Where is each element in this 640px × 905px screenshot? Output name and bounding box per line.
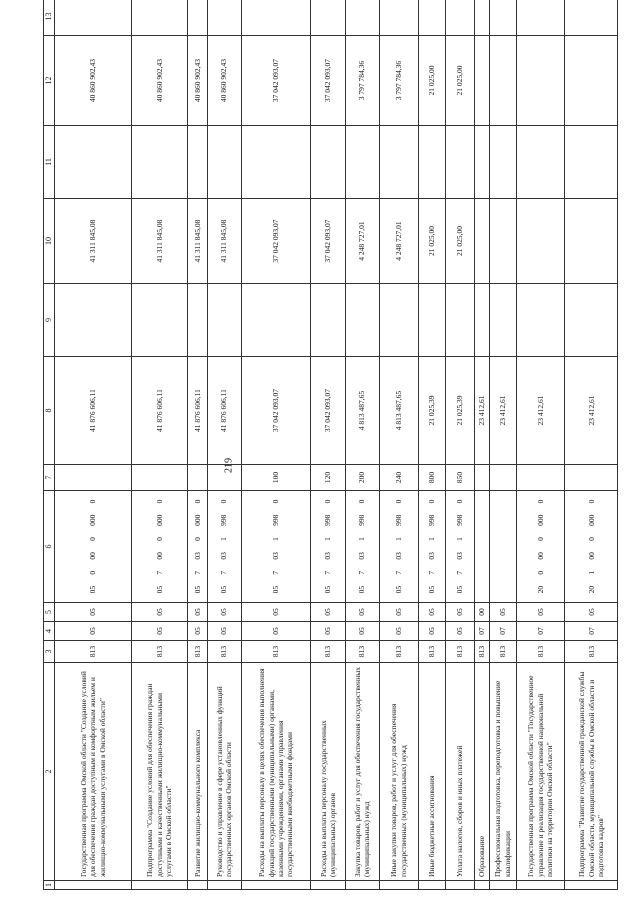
cell-c8: 37 042 093,07: [241, 357, 311, 465]
cell-c6: [241, 491, 311, 603]
cell-c8: 4 813 487,65: [345, 357, 379, 465]
cell-c10: 41 311 845,08: [188, 199, 208, 284]
table-row: [490, 0, 517, 890]
cell-c8: 23 412,61: [565, 357, 618, 465]
cell-c3: 813: [445, 641, 474, 663]
code-part: 0: [535, 499, 545, 504]
cell-c9: [207, 284, 241, 357]
cell-c3: 813: [55, 641, 132, 663]
code-part: 00: [586, 552, 596, 560]
cell-c7: 100: [241, 465, 311, 491]
cell-c1: [516, 881, 565, 890]
code-part: 0: [271, 499, 281, 504]
cell-c1: [445, 881, 474, 890]
cell-c7: 240: [379, 465, 418, 491]
code-part: 0: [192, 499, 202, 504]
code-part: 1: [323, 537, 333, 541]
cell-c1: [345, 881, 379, 890]
cell-c8: 41 876 606,11: [207, 357, 241, 465]
row-name-cell: Образование: [474, 663, 489, 881]
row-name-cell: Уплата налогов, сборов и иных платежей: [445, 663, 474, 881]
code-part: 000: [535, 514, 545, 526]
code-part: 0: [323, 499, 333, 504]
cell-c5: 05: [188, 603, 208, 622]
cell-c12: [565, 36, 618, 126]
table-row: [418, 0, 445, 890]
code-part: 7: [192, 570, 202, 575]
cell-c12: 3 797 784,36: [379, 36, 418, 126]
cell-c3: 813: [418, 641, 445, 663]
cell-c8: 21 025,39: [418, 357, 445, 465]
cell-c5: 05: [565, 603, 618, 622]
column-number-12: 12: [44, 36, 55, 126]
cell-c5: 05: [241, 603, 311, 622]
cell-c11: [445, 126, 474, 199]
cell-c13: [345, 0, 379, 36]
cell-c11: [379, 126, 418, 199]
table-row: [311, 0, 345, 890]
code-part: 1: [426, 537, 436, 541]
cell-c13: [445, 0, 474, 36]
code-part: 00: [88, 552, 98, 560]
cell-c4: 05: [207, 622, 241, 641]
cell-c7: [516, 465, 565, 491]
cell-c1: [379, 881, 418, 890]
cell-c1: [241, 881, 311, 890]
cell-c1: [418, 881, 445, 890]
cell-c9: [55, 284, 132, 357]
column-number-10: 10: [44, 199, 55, 284]
cell-c1: [311, 881, 345, 890]
cell-c13: [379, 0, 418, 36]
code-part: 0: [535, 537, 545, 541]
code-part: 0: [88, 570, 98, 575]
code-part: 03: [426, 552, 436, 560]
cell-c3: 813: [490, 641, 517, 663]
cell-c6: [418, 491, 445, 603]
cell-c6: [188, 491, 208, 603]
cell-c4: 05: [55, 622, 132, 641]
cell-c10: [565, 199, 618, 284]
cell-c7: 850: [445, 465, 474, 491]
cell-c8: 4 813 487,65: [379, 357, 418, 465]
cell-c11: [565, 126, 618, 199]
code-part: 7: [455, 570, 465, 575]
cell-c12: 40 860 902,43: [131, 36, 187, 126]
cell-c13: [188, 0, 208, 36]
row-name-cell: Профессиональная подготовка, переподготовка и повышение квалификации: [490, 663, 517, 881]
cell-c7: [131, 465, 187, 491]
code-part: 000: [88, 514, 98, 526]
cell-c5: 05: [55, 603, 132, 622]
column-number-5: 5: [44, 603, 55, 622]
cell-c11: [311, 126, 345, 199]
cell-c8: 21 025,39: [445, 357, 474, 465]
code-part: 7: [219, 570, 229, 575]
cell-c12: 21 025,00: [445, 36, 474, 126]
cell-c8: 23 412,61: [490, 357, 517, 465]
cell-c10: 4 248 727,01: [379, 199, 418, 284]
code-part: 00: [535, 552, 545, 560]
cell-c4: 05: [311, 622, 345, 641]
cell-c3: 813: [131, 641, 187, 663]
code-part: 7: [357, 570, 367, 575]
cell-c9: [345, 284, 379, 357]
cell-c11: [131, 126, 187, 199]
code-part: 7: [426, 570, 436, 575]
cell-c5: 05: [379, 603, 418, 622]
code-part: 0: [586, 537, 596, 541]
code-part: 05: [219, 585, 229, 594]
code-part: 000: [154, 514, 164, 526]
cell-c9: [311, 284, 345, 357]
cell-c13: [55, 0, 132, 36]
code-part: 0: [154, 537, 164, 541]
table-row: [379, 0, 418, 890]
cell-c12: [490, 36, 517, 126]
cell-c1: [131, 881, 187, 890]
cell-c10: 21 025,00: [418, 199, 445, 284]
code-part: 000: [586, 514, 596, 526]
cell-c11: [418, 126, 445, 199]
code-part: 03: [323, 552, 333, 560]
cell-c8: 23 412,61: [474, 357, 489, 465]
cell-c12: 40 860 902,43: [207, 36, 241, 126]
cell-c10: 41 311 845,08: [55, 199, 132, 284]
cell-c3: 813: [188, 641, 208, 663]
cell-c7: [474, 465, 489, 491]
cell-c13: [490, 0, 517, 36]
cell-c4: 07: [516, 622, 565, 641]
cell-c11: [516, 126, 565, 199]
column-number-3: 3: [44, 641, 55, 663]
cell-c7: [565, 465, 618, 491]
row-name-cell: Иные бюджетные ассигнования: [418, 663, 445, 881]
cell-c6: [474, 491, 489, 603]
cell-c5: 05: [311, 603, 345, 622]
cell-c10: 37 042 093,07: [311, 199, 345, 284]
cell-c10: 41 311 845,08: [131, 199, 187, 284]
cell-c11: [188, 126, 208, 199]
code-part: 0: [357, 499, 367, 504]
column-number-9: 9: [44, 284, 55, 357]
column-number-7: 7: [44, 465, 55, 491]
cell-c11: [490, 126, 517, 199]
table-row: [445, 0, 474, 890]
cell-c11: [55, 126, 132, 199]
budget-table-rotated: [43, 12, 618, 890]
cell-c4: 07: [490, 622, 517, 641]
cell-c10: 21 025,00: [445, 199, 474, 284]
cell-c9: [418, 284, 445, 357]
column-number-4: 4: [44, 622, 55, 641]
code-part: 7: [394, 570, 404, 575]
cell-c9: [445, 284, 474, 357]
table-row: [345, 0, 379, 890]
code-part: 05: [88, 585, 98, 594]
cell-c13: [418, 0, 445, 36]
code-part: 03: [455, 552, 465, 560]
code-part: 0: [455, 499, 465, 504]
cell-c8: 41 876 606,11: [131, 357, 187, 465]
row-name-cell: Подпрограмма "Создание условий для обеспечения граждан доступными и качественными жилищно-коммунальными услугами в Омской области": [131, 663, 187, 881]
code-part: 998: [271, 514, 281, 526]
cell-c6: [55, 491, 132, 603]
cell-c13: [207, 0, 241, 36]
cell-c6: [445, 491, 474, 603]
code-part: 998: [394, 514, 404, 526]
cell-c5: 05: [516, 603, 565, 622]
cell-c4: 05: [188, 622, 208, 641]
cell-c11: [241, 126, 311, 199]
code-part: 998: [357, 514, 367, 526]
cell-c1: [565, 881, 618, 890]
cell-c1: [474, 881, 489, 890]
cell-c5: 00: [474, 603, 489, 622]
cell-c7: [207, 465, 241, 491]
row-name-cell: Государственная программа Омской области "Создание условий для обеспечения граждан доступным и комфортным жильем и жилищно-коммунальными услугами в Омской области": [55, 663, 132, 881]
code-part: 0: [394, 499, 404, 504]
budget-table: [43, 0, 618, 890]
code-part: 05: [323, 585, 333, 594]
row-name-cell: Расходы на выплаты персоналу в целях обеспечения выполнения функций государственными (муниципальными) органами, казенными учреждениями, органами управления государственными внебюджетными фондами: [241, 663, 311, 881]
table-row: [474, 0, 489, 890]
code-part: 05: [271, 585, 281, 594]
cell-c4: 05: [345, 622, 379, 641]
cell-c7: [490, 465, 517, 491]
cell-c6: [490, 491, 517, 603]
code-part: 05: [154, 585, 164, 594]
cell-c10: [516, 199, 565, 284]
cell-c7: 800: [418, 465, 445, 491]
code-part: 03: [357, 552, 367, 560]
cell-c12: 40 860 902,43: [188, 36, 208, 126]
code-part: 03: [394, 552, 404, 560]
cell-c5: 05: [131, 603, 187, 622]
cell-c5: 05: [490, 603, 517, 622]
cell-c1: [490, 881, 517, 890]
row-name-cell: Иные закупки товаров, работ и услуг для обеспечения государственных (муниципальных) нужд: [379, 663, 418, 881]
table-row: [131, 0, 187, 890]
cell-c11: [207, 126, 241, 199]
cell-c8: 37 042 093,07: [311, 357, 345, 465]
cell-c10: 4 248 727,01: [345, 199, 379, 284]
cell-c4: 05: [379, 622, 418, 641]
code-part: 1: [455, 537, 465, 541]
column-number-13: 13: [44, 0, 55, 36]
cell-c13: [131, 0, 187, 36]
table-row: [207, 0, 241, 890]
code-part: 0: [154, 499, 164, 504]
code-part: 1: [271, 537, 281, 541]
cell-c5: 05: [207, 603, 241, 622]
cell-c12: 40 860 902,43: [55, 36, 132, 126]
column-number-1: 1: [44, 881, 55, 890]
code-part: 0: [535, 570, 545, 575]
cell-c7: 200: [345, 465, 379, 491]
cell-c8: 23 412,61: [516, 357, 565, 465]
cell-c10: 37 042 093,07: [241, 199, 311, 284]
code-part: 998: [219, 514, 229, 526]
cell-c1: [207, 881, 241, 890]
code-part: 20: [535, 585, 545, 594]
code-part: 03: [271, 552, 281, 560]
cell-c4: 05: [418, 622, 445, 641]
cell-c6: [345, 491, 379, 603]
column-number-11: 11: [44, 126, 55, 199]
cell-c5: 05: [445, 603, 474, 622]
cell-c10: [490, 199, 517, 284]
code-part: 7: [323, 570, 333, 575]
cell-c6: [311, 491, 345, 603]
cell-c9: [131, 284, 187, 357]
row-name-cell: Государственная программа Омской области "Государственное управление и реализация государственной национальной политики на территории Омской области": [516, 663, 565, 881]
cell-c11: [474, 126, 489, 199]
code-part: 05: [394, 585, 404, 594]
cell-c3: 813: [345, 641, 379, 663]
cell-c12: [474, 36, 489, 126]
cell-c6: [565, 491, 618, 603]
cell-c6: [516, 491, 565, 603]
cell-c13: [565, 0, 618, 36]
cell-c7: [188, 465, 208, 491]
column-number-row: [44, 0, 55, 890]
cell-c13: [241, 0, 311, 36]
cell-c3: 813: [241, 641, 311, 663]
cell-c1: [188, 881, 208, 890]
code-part: 0: [192, 537, 202, 541]
cell-c4: 05: [241, 622, 311, 641]
cell-c9: [474, 284, 489, 357]
page-number: 219: [223, 458, 235, 473]
column-number-8: 8: [44, 357, 55, 465]
cell-c6: [131, 491, 187, 603]
code-part: 0: [88, 499, 98, 504]
cell-c8: 41 876 606,11: [188, 357, 208, 465]
cell-c8: 41 876 606,11: [55, 357, 132, 465]
cell-c3: 813: [516, 641, 565, 663]
cell-c4: 05: [445, 622, 474, 641]
code-part: 05: [192, 585, 202, 594]
cell-c12: [516, 36, 565, 126]
cell-c4: 07: [474, 622, 489, 641]
table-row: [241, 0, 311, 890]
row-name-cell: Подпрограмма "Развитие государственной гражданской службы Омской области, муниципальной службы в Омской области и подготовка кадров": [565, 663, 618, 881]
cell-c9: [241, 284, 311, 357]
cell-c12: 37 042 093,07: [311, 36, 345, 126]
row-name-cell: Расходы на выплаты персоналу государственных (муниципальных) органов: [311, 663, 345, 881]
cell-c9: [565, 284, 618, 357]
code-part: 1: [219, 537, 229, 541]
code-part: 7: [154, 570, 164, 575]
code-part: 000: [192, 514, 202, 526]
code-part: 03: [192, 552, 202, 560]
table-row: [188, 0, 208, 890]
cell-c9: [188, 284, 208, 357]
code-part: 03: [219, 552, 229, 560]
cell-c10: [474, 199, 489, 284]
code-part: 0: [426, 499, 436, 504]
table-row: [55, 0, 132, 890]
cell-c13: [311, 0, 345, 36]
cell-c6: [207, 491, 241, 603]
cell-c6: [379, 491, 418, 603]
code-part: 05: [455, 585, 465, 594]
cell-c9: [516, 284, 565, 357]
cell-c9: [490, 284, 517, 357]
code-part: 0: [88, 537, 98, 541]
cell-c7: 120: [311, 465, 345, 491]
code-part: 00: [154, 552, 164, 560]
cell-c12: 3 797 784,36: [345, 36, 379, 126]
code-part: 20: [586, 585, 596, 594]
cell-c12: 37 042 093,07: [241, 36, 311, 126]
column-number-6: 6: [44, 491, 55, 603]
code-part: 05: [357, 585, 367, 594]
cell-c3: 813: [379, 641, 418, 663]
table-row: [516, 0, 565, 890]
cell-c3: 813: [565, 641, 618, 663]
cell-c4: 07: [565, 622, 618, 641]
row-name-cell: Руководство и управление в сфере установленных функций государственных органов Омской области: [207, 663, 241, 881]
cell-c7: [55, 465, 132, 491]
cell-c13: [516, 0, 565, 36]
code-part: 1: [586, 570, 596, 575]
cell-c3: 813: [311, 641, 345, 663]
cell-c13: [474, 0, 489, 36]
code-part: 05: [426, 585, 436, 594]
cell-c11: [345, 126, 379, 199]
code-part: 0: [586, 499, 596, 504]
row-name-cell: Развитие жилищно-коммунального комплекса: [188, 663, 208, 881]
code-part: 0: [219, 499, 229, 504]
code-part: 998: [323, 514, 333, 526]
cell-c10: 41 311 845,08: [207, 199, 241, 284]
cell-c1: [55, 881, 132, 890]
column-number-2: 2: [44, 663, 55, 881]
cell-c12: 21 025,00: [418, 36, 445, 126]
cell-c3: 813: [474, 641, 489, 663]
code-part: 7: [271, 570, 281, 575]
cell-c4: 05: [131, 622, 187, 641]
row-name-cell: Закупка товаров, работ и услуг для обеспечения государственных (муниципальных) нужд: [345, 663, 379, 881]
code-part: 998: [455, 514, 465, 526]
cell-c3: 813: [207, 641, 241, 663]
code-part: 1: [357, 537, 367, 541]
cell-c5: 05: [345, 603, 379, 622]
table-row: [565, 0, 618, 890]
code-part: 998: [426, 514, 436, 526]
cell-c9: [379, 284, 418, 357]
code-part: 1: [394, 537, 404, 541]
cell-c5: 05: [418, 603, 445, 622]
